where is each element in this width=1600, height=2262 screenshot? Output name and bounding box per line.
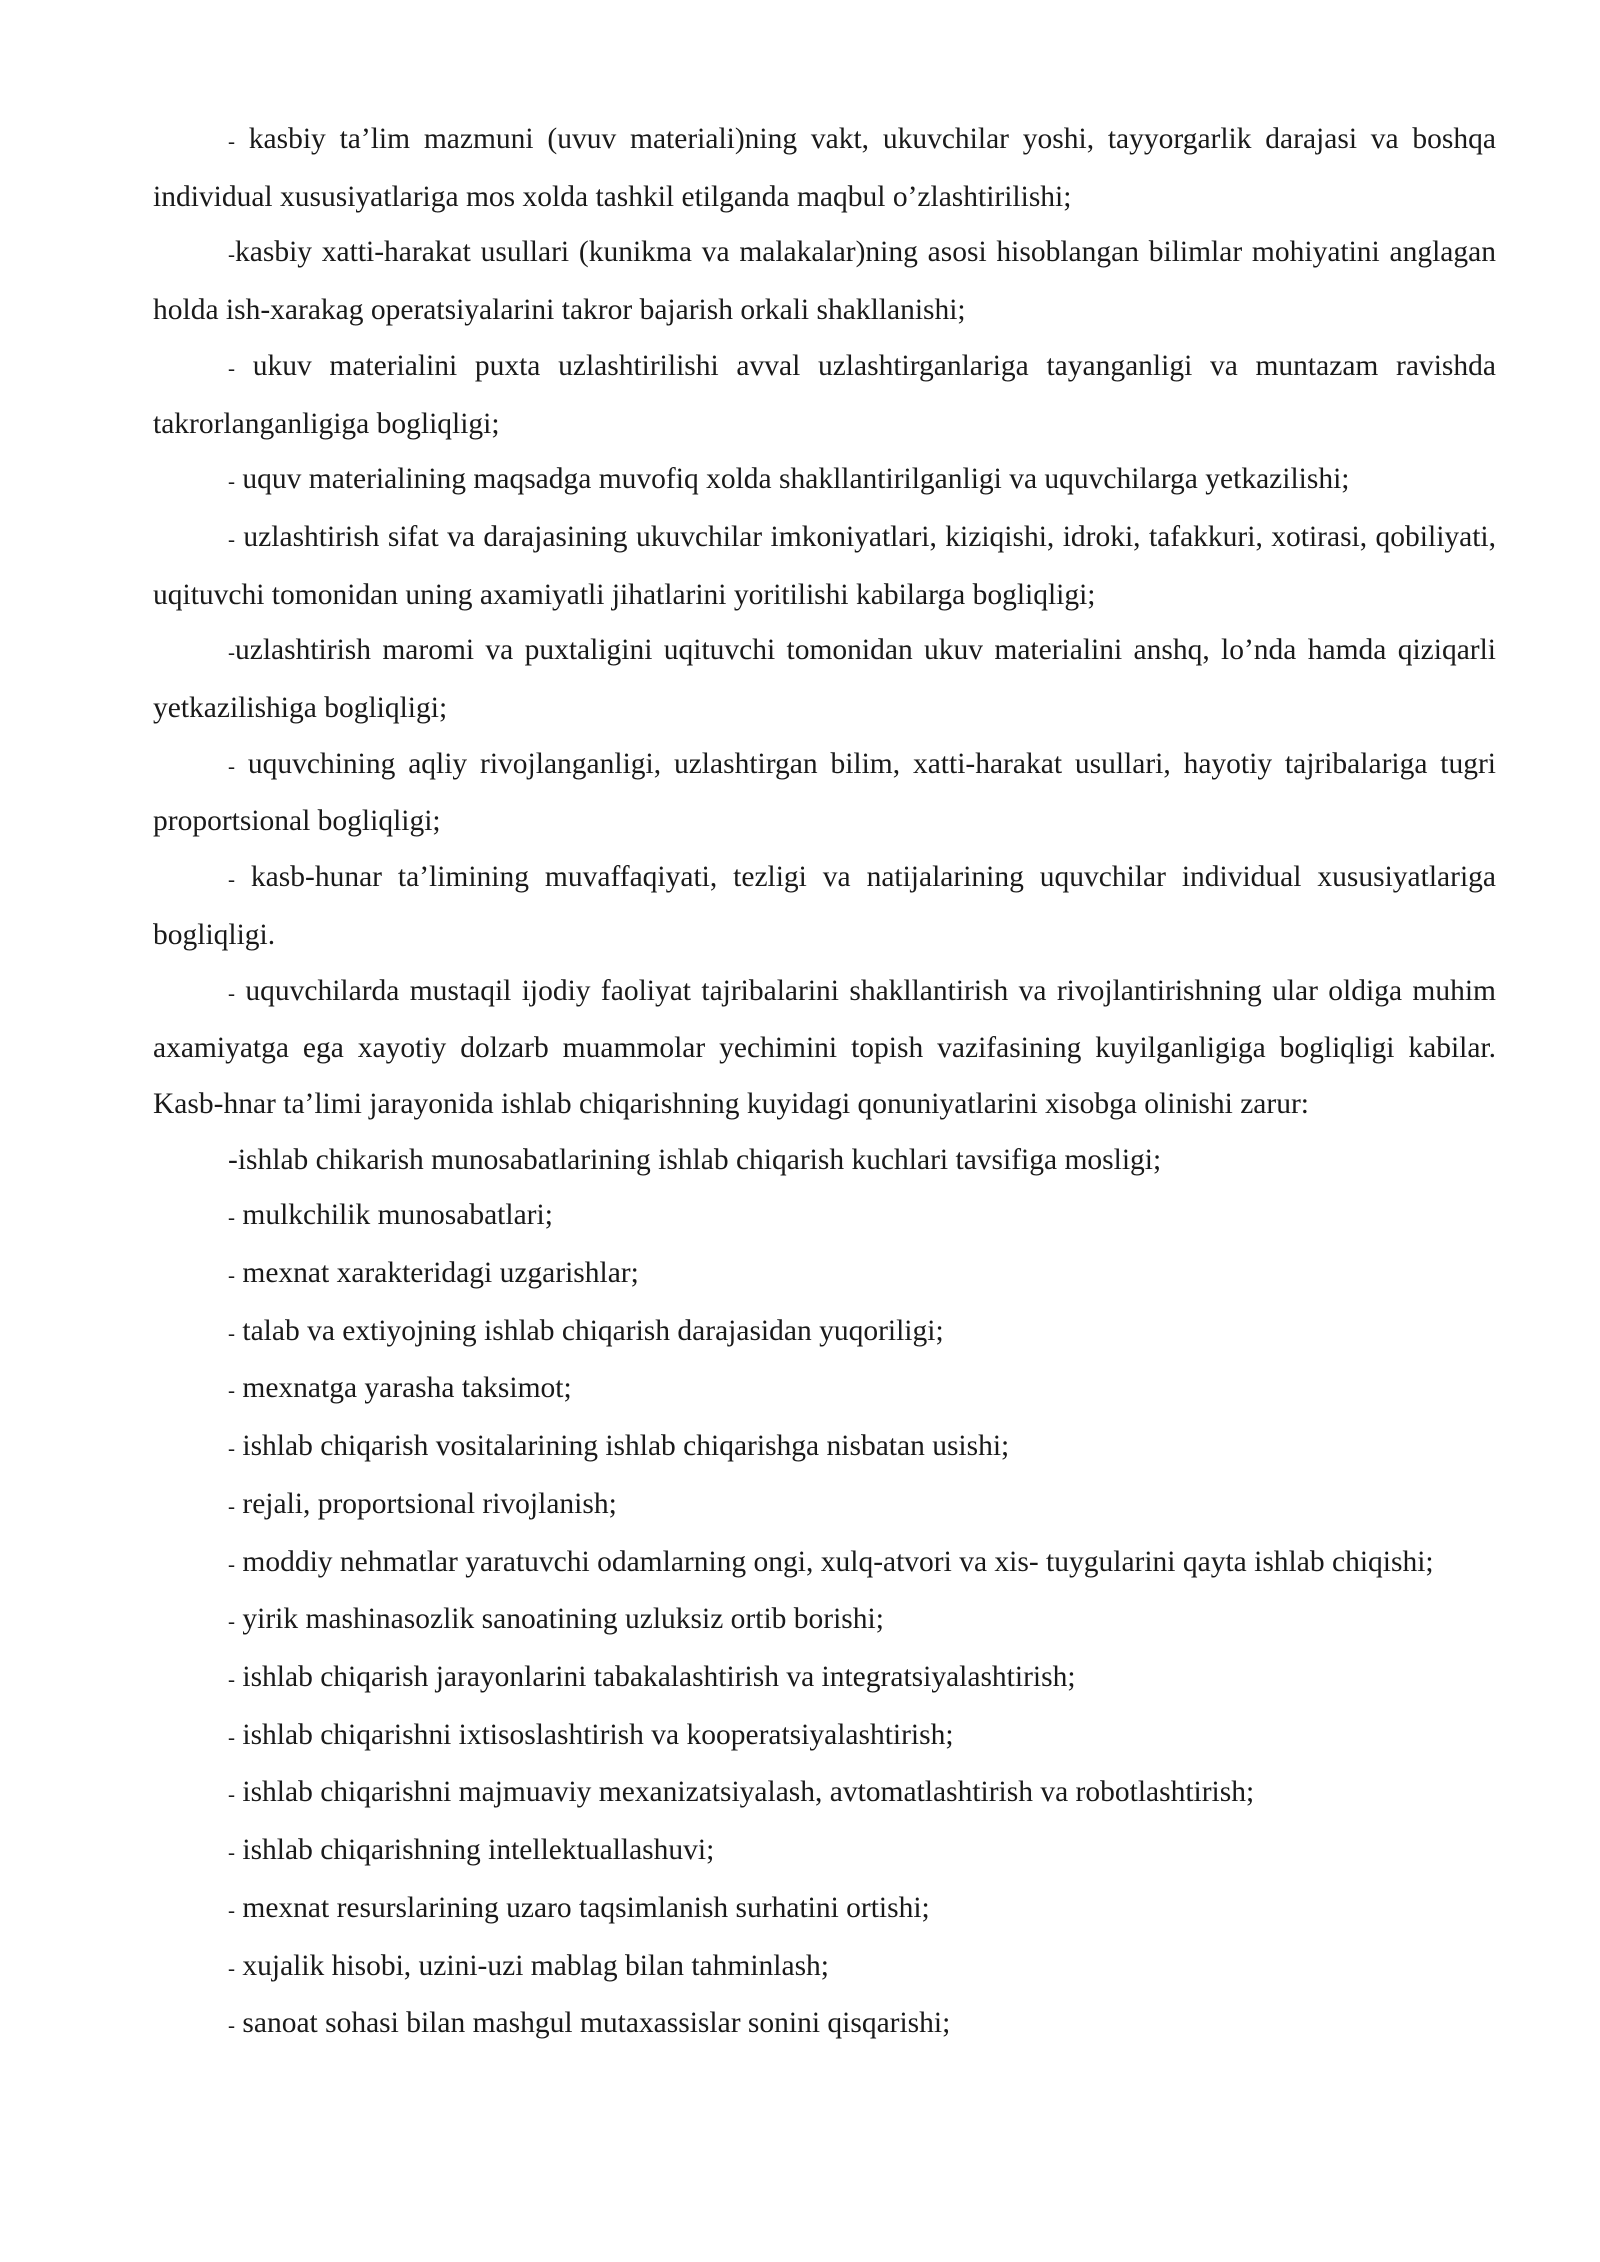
bullet-dash: - <box>228 1724 235 1749</box>
bullet-dash: - <box>228 1378 235 1403</box>
list-item-text: uquvchilarda mustaqil ijodiy faoliyat tajribalarini shakllantirish va rivojlantirishning ular oldiga muhim axamiyatga ega xayotiy dolzarb muammolar yechimini topish vazifasining kuyilganligiga bogliqligi kabilar. Kasb-hnar ta’limi jarayonida ishlab chiqarishning kuyidagi qonuniyatlarini xisobga olinishi zarur: <box>153 974 1496 1120</box>
bullet-dash: - <box>228 1897 235 1922</box>
bullet-dash: - <box>228 1320 235 1345</box>
bullet-dash: - <box>228 1551 235 1576</box>
list-item-text: uzlashtirish sifat va darajasining ukuvchilar imkoniyatlari, kiziqishi, idroki, tafakkuri, xotirasi, qobiliyati, uqituvchi tomonidan uning axamiyatli jihatlarini yoritilishi kabilarga bogliqligi; <box>153 520 1496 611</box>
list-item-text: uquvchining aqliy rivojlanganligi, uzlashtirgan bilim, xatti-harakat usullari, hayotiy tajribalariga tugri proportsional bogliqligi; <box>153 747 1496 838</box>
list-item <box>153 1881 1496 1939</box>
list-item <box>153 737 1496 850</box>
list-item <box>153 1996 1496 2054</box>
list-item <box>153 1361 1496 1419</box>
bullet-dash: - <box>228 1666 235 1691</box>
bullet-dash: - <box>228 355 235 380</box>
list-item <box>153 1133 1496 1189</box>
list-item-text: moddiy nehmatlar yaratuvchi odamlarning ongi, xulq-atvori va xis- tuygularini qayta ishlab chiqishi; <box>235 1545 1434 1578</box>
list-item-text: ishlab chiqarish jarayonlarini tabakalashtirish va integratsiyalashtirish; <box>235 1660 1076 1693</box>
list-item <box>153 1304 1496 1362</box>
list-item-text: rejali, proportsional rivojlanish; <box>235 1487 617 1520</box>
bullet-dash: - <box>228 640 235 665</box>
list-item-text: ukuv materialini puxta uzlashtirilishi avval uzlashtirganlariga tayanganligi va muntazam ravishda takrorlanganligiga bogliqligi; <box>153 349 1496 440</box>
list-item <box>153 1188 1496 1246</box>
list-item-text: kasb-hunar ta’limining muvaffaqiyati, tezligi va natijalarining uquvchilar individual xususiyatlariga bogliqligi. <box>153 861 1496 951</box>
list-item <box>153 1765 1496 1823</box>
list-item-text: uquv materialining maqsadga muvofiq xolda shakllantirilganligi va uquvchilarga yetkazilishi; <box>235 463 1350 496</box>
list-item-text: ishlab chiqarishning intellektuallashuvi; <box>235 1834 715 1867</box>
list-item <box>153 452 1496 510</box>
list-item-text: mexnat xarakteridagi uzgarishlar; <box>235 1257 639 1290</box>
bullet-dash: - <box>228 129 235 153</box>
bullet-dash: - <box>228 1609 235 1634</box>
bullet-dash: - <box>228 753 235 778</box>
bullet-dash: - <box>228 1436 235 1461</box>
list-item-text: talab va extiyojning ishlab chiqarish darajasidan yuqoriligi; <box>235 1314 944 1347</box>
list-item <box>153 112 1496 225</box>
list-item-text: sanoat sohasi bilan mashgul mutaxassislar sonini qisqarishi; <box>235 2007 951 2040</box>
list-item <box>153 1246 1496 1304</box>
list-item-text: kasbiy xatti-harakat usullari (kunikma va malakalar)ning asosi hisoblangan bilimlar mohiyatini anglagan holda ish-xarakag operatsiyalarini takror bajarish orkali shakllanishi; <box>153 236 1496 327</box>
list-item <box>153 1535 1496 1593</box>
list-item-text: ishlab chiqarishni majmuaviy mexanizatsiyalash, avtomatlashtirish va robotlashtirish; <box>235 1776 1255 1809</box>
bullet-dash: - <box>228 1263 235 1288</box>
list-item <box>153 1419 1496 1477</box>
list-item <box>153 1708 1496 1766</box>
list-item-text: yirik mashinasozlik sanoatining uzluksiz ortib borishi; <box>235 1603 884 1636</box>
bullet-dash: - <box>228 2013 235 2038</box>
bullet-dash: - <box>228 867 235 892</box>
list-item <box>153 225 1496 338</box>
list-item <box>153 964 1496 1133</box>
bullet-dash: - <box>228 1205 235 1230</box>
bullet-dash: - <box>228 980 235 1005</box>
list-item-text: ishlab chiqarishni ixtisoslashtirish va kooperatsiyalashtirish; <box>235 1718 954 1751</box>
list-item <box>153 623 1496 736</box>
list-item-text: uzlashtirish maromi va puxtaligini uqituvchi tomonidan ukuv materialini anshq, lo’nda hamda qiziqarli yetkazilishiga bogliqligi; <box>153 634 1496 725</box>
list-item-text: ishlab chikarish munosabatlarining ishlab chiqarish kuchlari tavsifiga mosligi; <box>237 1143 1162 1176</box>
list-item <box>153 1823 1496 1881</box>
list-item-text: mexnat resurslarining uzaro taqsimlanish surhatini ortishi; <box>235 1891 930 1924</box>
list-item <box>153 1592 1496 1650</box>
list-item-text: kasbiy ta’lim mazmuni (uvuv materiali)ning vakt, ukuvchilar yoshi, tayyorgarlik darajasi va boshqa individual xususiyatlariga mos xolda tashkil etilganda maqbul o’zlashtirilishi; <box>153 123 1496 213</box>
list-item <box>153 1650 1496 1708</box>
list-item-text: ishlab chiqarish vositalarining ishlab chiqarishga nisbatan usishi; <box>235 1430 1010 1463</box>
list-item <box>153 1939 1496 1997</box>
list-item-text: mulkchilik munosabatlari; <box>235 1199 553 1232</box>
list-item <box>153 1477 1496 1535</box>
bullet-dash: - <box>228 1840 235 1865</box>
list-item-text: xujalik hisobi, uzini-uzi mablag bilan tahminlash; <box>235 1949 829 1982</box>
bullet-dash: - <box>228 242 235 267</box>
bullet-dash: - <box>228 1493 235 1518</box>
bullet-dash: - <box>228 1782 235 1807</box>
list-item-text: mexnatga yarasha taksimot; <box>235 1372 572 1405</box>
list-item <box>153 510 1496 623</box>
bullet-dash: - <box>228 469 235 494</box>
bullet-dash: - <box>228 526 235 551</box>
document-page <box>153 112 1496 2054</box>
list-item <box>153 339 1496 452</box>
bullet-dash: - <box>228 1955 235 1980</box>
bullet-dash: - <box>228 1143 238 1176</box>
list-item <box>153 850 1496 963</box>
